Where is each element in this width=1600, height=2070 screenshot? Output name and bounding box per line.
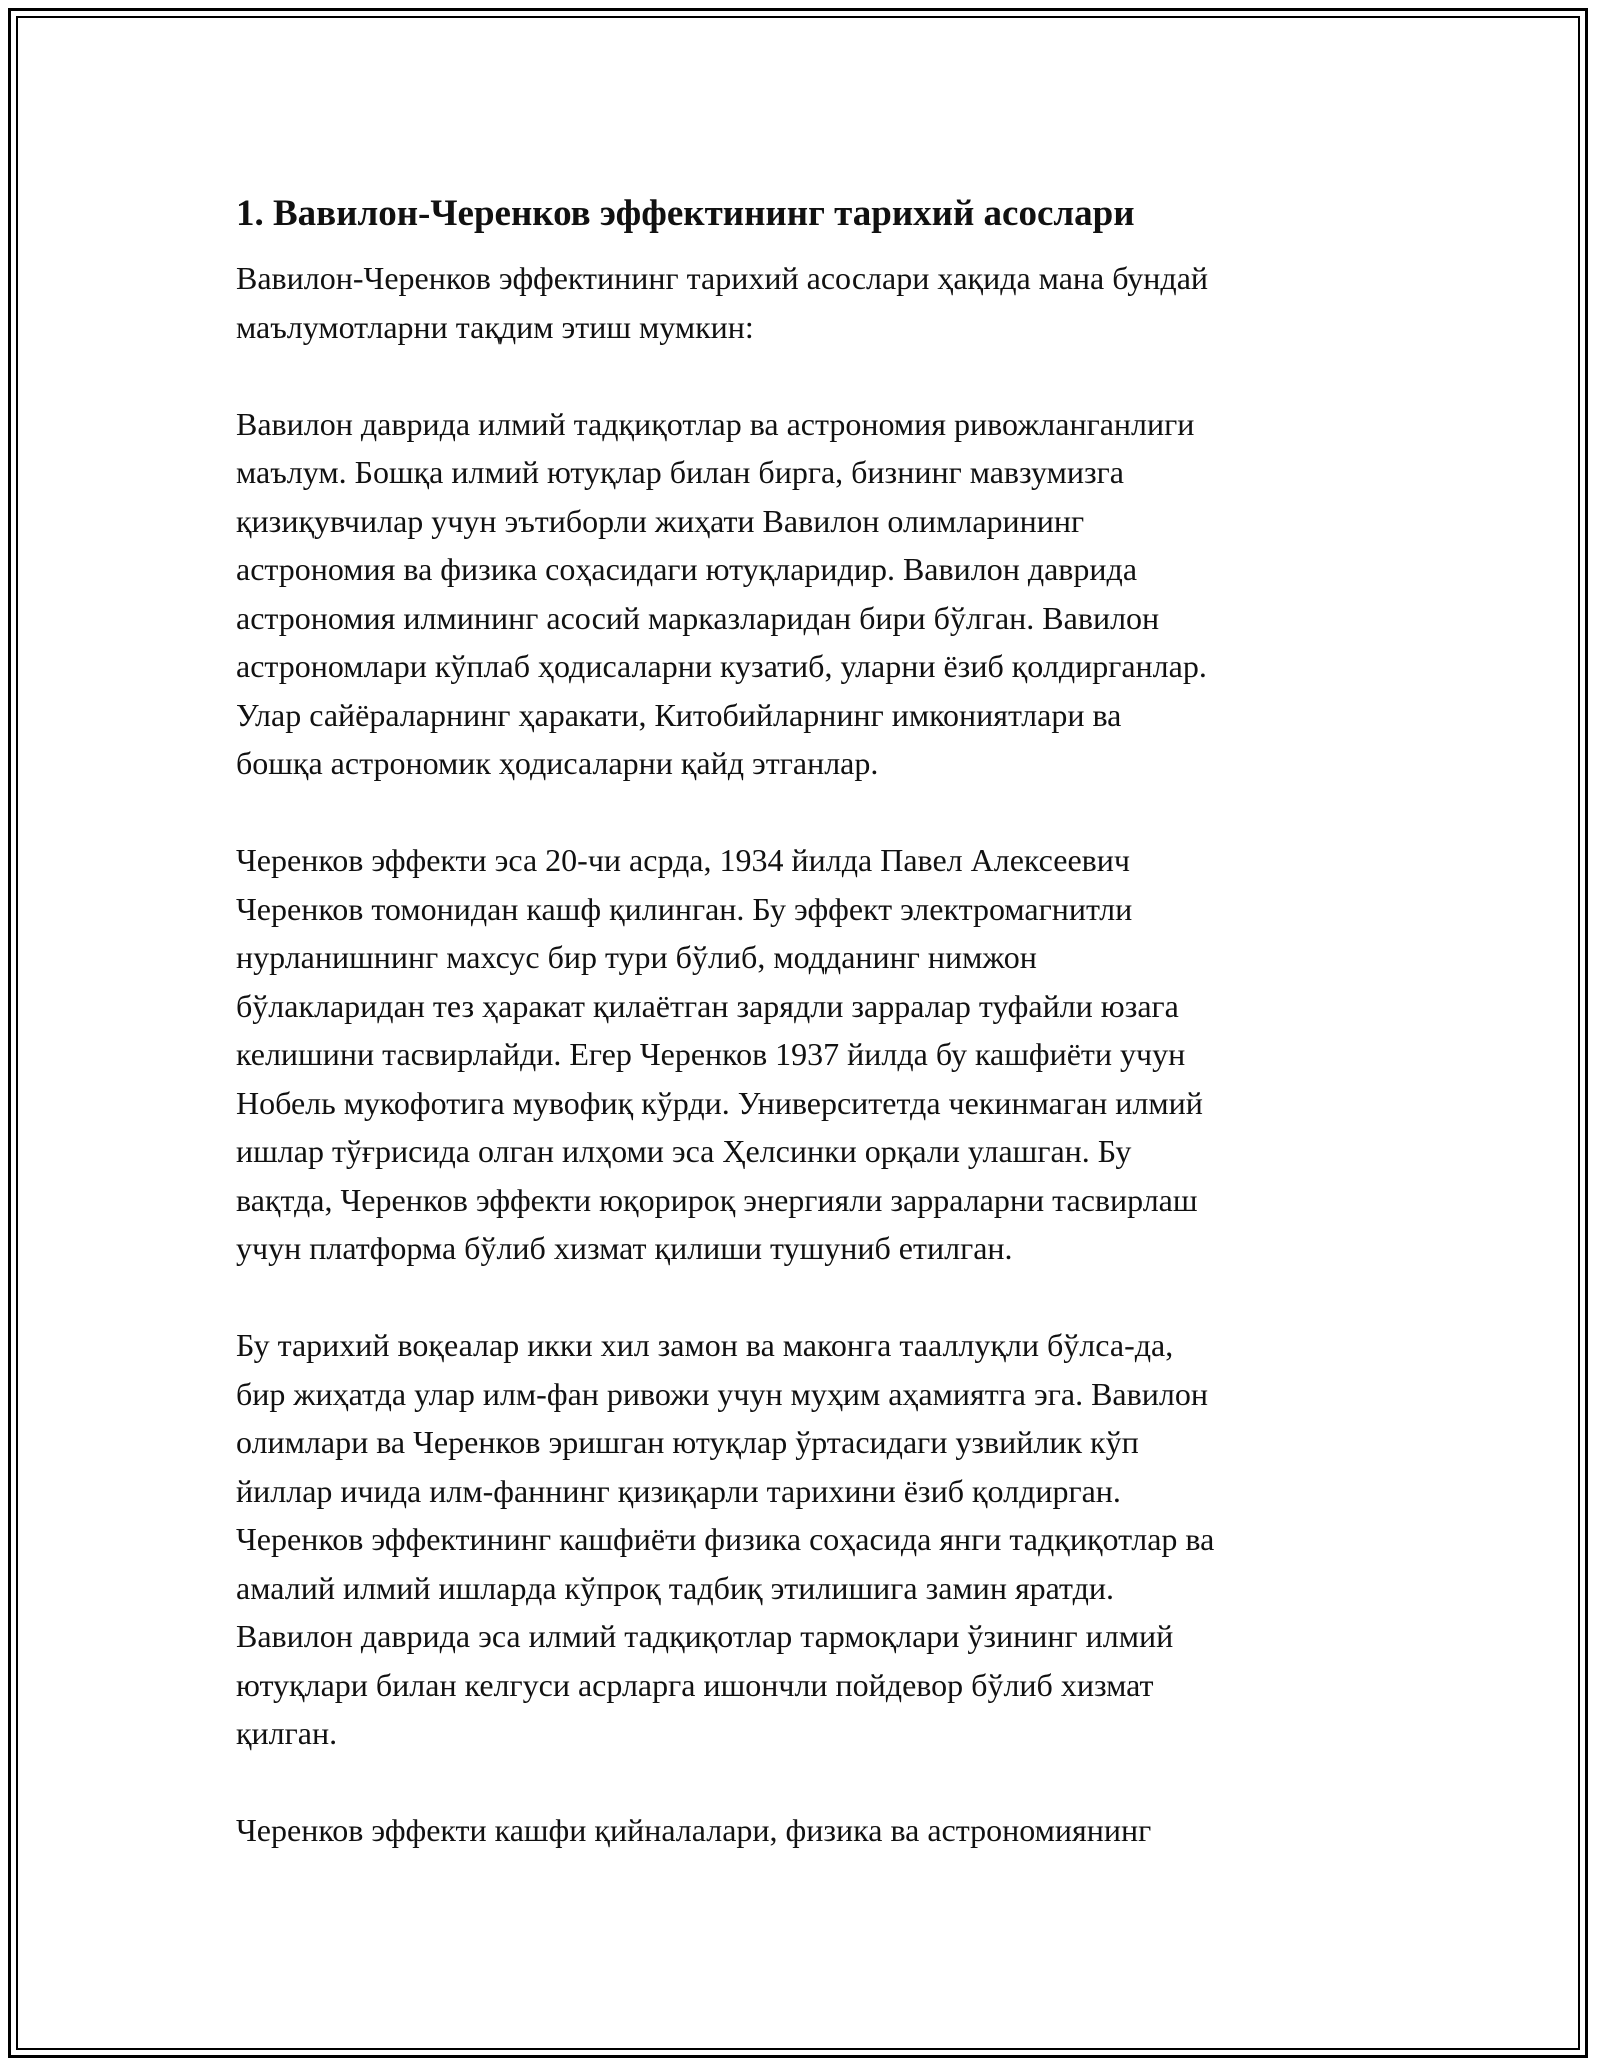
text-line: йиллар ичида илм-фаннинг қизиқарли тарихини ёзиб қолдирган. bbox=[236, 1472, 1121, 1509]
text-line: астрономия илмининг асосий марказларидан бири бўлган. Вавилон bbox=[236, 599, 1160, 636]
text-line: вақтда, Черенков эффекти юқорироқ энергияли зарраларни тасвирлаш bbox=[236, 1181, 1198, 1218]
text-line: қилган. bbox=[236, 1715, 338, 1751]
text-line: Бу тарихий воқеалар икки хил замон ва маконга тааллуқли бўлса-да, bbox=[236, 1327, 1174, 1363]
text-line: Нобель мукофотига мувофиқ кўрди. Университетда чекинмаган илмий bbox=[236, 1084, 1203, 1121]
text-line: бир жиҳатда улар илм-фан ривожи учун муҳим аҳамиятга эга. Вавилон bbox=[236, 1375, 1208, 1412]
paragraph-cherenkov bbox=[236, 836, 1386, 1273]
text-line: келишини тасвирлайди. Егер Черенков 1937 йилда бу кашфиёти учун bbox=[236, 1036, 1186, 1072]
document-body bbox=[236, 186, 1386, 1903]
text-line: ютуқлари билан келгуси асрларга ишончли пойдевор бўлиб хизмат bbox=[236, 1666, 1154, 1703]
text-line: нурланишнинг махсус бир тури бўлиб, модданинг нимжон bbox=[236, 939, 1037, 975]
text-line: астрономия ва физика соҳасидаги ютуқларидир. Вавилон даврида bbox=[236, 551, 1138, 587]
text-line: Черенков эффекти кашфи қийналалари, физика ва астрономиянинг bbox=[236, 1812, 1152, 1848]
text-line: олимлари ва Черенков эришган ютуқлар ўртасидаги узвийлик кўп bbox=[236, 1424, 1139, 1460]
text-line: Улар сайёраларнинг ҳаракати, Китобийларнинг имкониятлари ва bbox=[236, 696, 1122, 733]
text-line: Черенков томонидан кашф қилинган. Бу эффект электромагнитли bbox=[236, 890, 1133, 927]
text-line: амалий илмий ишларда кўпроқ тадбиқ этилишига замин яратди. bbox=[236, 1569, 1114, 1606]
text-line: Вавилон даврида илмий тадқиқотлар ва астрономия ривожланганлиги bbox=[236, 405, 1195, 442]
text-line: Вавилон-Черенков эффектининг тарихий асослари ҳақида мана бундай bbox=[236, 260, 1209, 296]
paragraph-intro bbox=[236, 254, 1386, 351]
text-line: бошқа астрономик ҳодисаларни қайд этганлар. bbox=[236, 745, 879, 781]
text-line: бўлакларидан тез ҳаракат қилаётган зарядли зарралар туфайли юзага bbox=[236, 987, 1179, 1024]
text-line: ишлар тўғрисида олган илҳоми эса Ҳелсинки орқали улашган. Бу bbox=[236, 1133, 1132, 1169]
text-line: астрономлари кўплаб ҳодисаларни кузатиб, уларни ёзиб қолдирганлар. bbox=[236, 648, 1207, 684]
text-line: қизиқувчилар учун эътиборли жиҳати Вавилон олимларининг bbox=[236, 502, 1085, 539]
text-line: маълумотларни тақдим этиш мумкин: bbox=[236, 308, 754, 345]
text-line: Вавилон даврида эса илмий тадқиқотлар тармоқлари ўзининг илмий bbox=[236, 1618, 1174, 1654]
text-line: учун платформа бўлиб хизмат қилиши тушуниб етилган. bbox=[236, 1230, 1013, 1266]
paragraph-significance bbox=[236, 1321, 1386, 1758]
section-heading: 1. Вавилон-Черенков эффектининг тарихий асослари bbox=[236, 193, 1135, 234]
text-line: Черенков эффекти эса 20-чи асрда, 1934 йилда Павел Алексеевич bbox=[236, 842, 1130, 878]
paragraph-closing bbox=[236, 1806, 1386, 1855]
paragraph-babylon bbox=[236, 400, 1386, 788]
text-line: Черенков эффектининг кашфиёти физика соҳасида янги тадқиқотлар ва bbox=[236, 1521, 1215, 1557]
text-line: маълум. Бошқа илмий ютуқлар билан бирга, бизнинг мавзумизга bbox=[236, 454, 1124, 490]
